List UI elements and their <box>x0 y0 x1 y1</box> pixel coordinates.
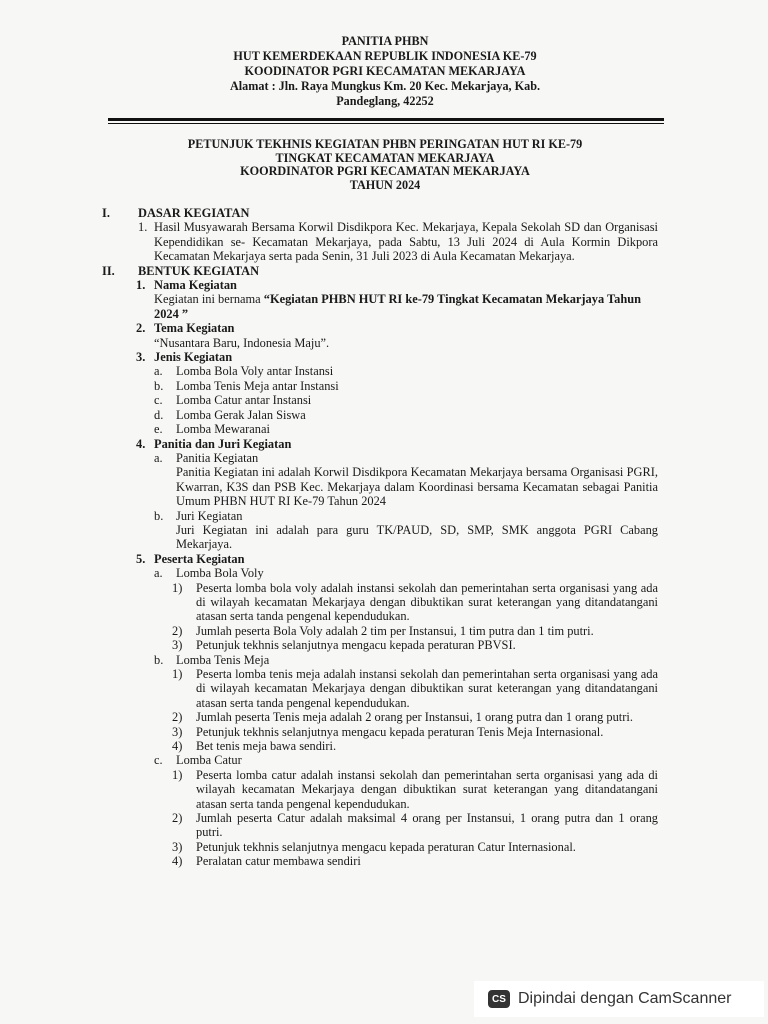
list-item <box>154 509 658 523</box>
item-letter: b. <box>154 652 164 667</box>
list-item <box>172 768 658 811</box>
list-item <box>154 422 658 436</box>
event-name: “Kegiatan PHBN HUT RI ke-79 Tingkat Kecamatan Mekarjaya Tahun 2024 ” <box>154 292 642 321</box>
list-item <box>172 739 658 753</box>
list-item <box>172 811 658 840</box>
item-heading: Lomba Bola Voly <box>176 566 264 581</box>
committee-text: Panitia Kegiatan ini adalah Korwil Disdikpora Kecamatan Mekarjaya bersama Organisasi PGRI, Kwarran, K3S dan PSB Kec. Mekarjaya dalam Koordinasi bersama Kecamatan sebagai Panitia Umum PHBN HUT RI Ke-79 Tahun 2024 <box>176 465 658 509</box>
list-item <box>172 854 658 868</box>
theme-text: “Nusantara Baru, Indonesia Maju”. <box>154 335 330 350</box>
list-item <box>154 408 658 422</box>
section-numeral: II. <box>102 263 115 278</box>
item-number: 1) <box>172 667 183 681</box>
section-heading: BENTUK KEGIATAN <box>138 263 260 278</box>
item-letter: a. <box>154 566 163 581</box>
item-text: Jumlah peserta Bola Voly adalah 2 tim per Instansui, 1 tim putra dan 1 tim putri. <box>196 623 594 638</box>
item-heading: Panitia Kegiatan <box>176 450 259 465</box>
camscanner-logo-icon: CS <box>488 990 510 1008</box>
item-text: Petunjuk tekhnis selanjutnya mengacu kepada peraturan Tenis Meja Internasional. <box>196 724 604 739</box>
item-number: 4) <box>172 739 183 754</box>
item-text: Lomba Gerak Jalan Siswa <box>176 407 306 422</box>
title-line-1: PETUNJUK TEKHNIS KEGIATAN PHBN PERINGATAN HUT RI KE-79 <box>187 137 583 151</box>
letterhead-divider <box>108 118 664 124</box>
item-number: 4. <box>136 436 146 451</box>
section-numeral: I. <box>102 206 110 220</box>
item-number: 5. <box>136 551 146 566</box>
item-number: 1. <box>136 278 146 293</box>
subsection-heading <box>136 278 658 292</box>
list-item <box>172 725 658 739</box>
item-letter: e. <box>154 422 163 437</box>
list-item <box>172 581 658 624</box>
letterhead-line-3: KOODINATOR PGRI KECAMATAN MEKARJAYA <box>244 64 526 78</box>
event-name-paragraph <box>154 292 658 321</box>
title-line-2: TINGKAT KECAMATAN MEKARJAYA <box>275 150 495 165</box>
item-letter: c. <box>154 753 163 768</box>
item-text: Peserta lomba bola voly adalah instansi sekolah dan pemerintahan serta organisasi yang ada di wilayah kecamatan Mekarjaya dengan dibuktikan surat keterangan yang ditandatangani atasan serta tanda pengenal kependudukan. <box>196 580 658 624</box>
list-item <box>172 710 658 724</box>
document-title <box>150 138 620 192</box>
subsection-heading <box>136 552 658 566</box>
section-bentuk-kegiatan <box>102 264 658 278</box>
list-item <box>154 451 658 465</box>
letterhead <box>150 34 620 109</box>
list-item <box>138 220 658 263</box>
item-number: 3) <box>172 638 183 653</box>
list-item <box>172 624 658 638</box>
item-number: 2. <box>136 321 146 336</box>
item-number: 1. <box>138 220 148 235</box>
section-heading: DASAR KEGIATAN <box>138 206 250 220</box>
letterhead-line-1: PANITIA PHBN <box>341 34 429 48</box>
item-text: Jumlah peserta Catur adalah maksimal 4 orang per Instansui, 1 orang putra dan 1 orang putri. <box>196 811 658 840</box>
subsection-title: Peserta Kegiatan <box>154 551 245 566</box>
item-letter: a. <box>154 450 163 465</box>
item-number: 1) <box>172 580 183 595</box>
list-item <box>154 753 658 767</box>
list-item <box>154 566 658 580</box>
letterhead-address: Alamat : Jln. Raya Mungkus Km. 20 Kec. Mekarjaya, Kab. <box>229 79 541 93</box>
item-letter: c. <box>154 393 163 408</box>
subsection-title: Panitia dan Juri Kegiatan <box>154 436 292 451</box>
item-text: Peralatan catur membawa sendiri <box>196 854 361 869</box>
item-heading: Juri Kegiatan <box>176 508 243 523</box>
subsection-heading <box>136 321 658 335</box>
item-letter: a. <box>154 364 163 379</box>
item-number: 2) <box>172 710 183 725</box>
item-text: Hasil Musyawarah Bersama Korwil Disdikpora Kec. Mekarjaya, Kepala Sekolah SD dan Organisasi Kependidikan se- Kecamatan Mekarjaya, pada Sabtu, 13 Juli 2024 di Aula Kormin Dikpora Kecamatan Mekarjaya serta pada Senin, 31 Juli 2023 di Aula Kecamatan Mekarjaya. <box>154 220 658 264</box>
item-text: Lomba Mewaranai <box>176 422 270 437</box>
item-text: Lomba Tenis Meja antar Instansi <box>176 378 339 393</box>
subsection-heading <box>136 437 658 451</box>
list-item <box>154 653 658 667</box>
item-number: 3) <box>172 839 183 854</box>
document-body <box>102 206 658 869</box>
event-name-intro: Kegiatan ini bernama <box>154 292 264 307</box>
item-letter: b. <box>154 508 164 523</box>
list-item <box>154 379 658 393</box>
camscanner-watermark <box>474 981 764 1017</box>
subsection-title: Jenis Kegiatan <box>154 350 233 365</box>
item-text: Peserta lomba catur adalah instansi sekolah dan pemerintahan serta organisasi yang ada di wilayah kecamatan Mekarjaya dengan dibuktikan surat keterangan yang ditandatangani atasan serta tanda pengenal kependudukan. <box>196 767 658 811</box>
item-text: Bet tenis meja bawa sendiri. <box>196 739 337 754</box>
list-item <box>154 364 658 378</box>
item-text: Peserta lomba tenis meja adalah instansi sekolah dan pemerintahan serta organisasi yang ada di wilayah kecamatan Mekarjaya dengan dibuktikan surat keterangan yang ditandatangani atasan serta tanda pengenal kependudukan. <box>196 667 658 710</box>
subsection-title: Nama Kegiatan <box>154 278 237 293</box>
item-number: 2) <box>172 623 183 638</box>
title-line-4: TAHUN 2024 <box>349 177 421 192</box>
item-number: 3. <box>136 350 146 365</box>
list-item <box>172 667 658 710</box>
item-heading: Lomba Tenis Meja <box>176 652 270 667</box>
item-letter: b. <box>154 378 164 393</box>
item-text: Lomba Catur antar Instansi <box>176 393 312 408</box>
item-text: Jumlah peserta Tenis meja adalah 2 orang per Instansui, 1 orang putra dan 1 orang putri. <box>196 710 633 725</box>
list-item <box>154 393 658 407</box>
item-number: 1) <box>172 767 183 782</box>
subsection-heading <box>136 350 658 364</box>
item-number: 3) <box>172 724 183 739</box>
item-heading: Lomba Catur <box>176 753 242 768</box>
item-number: 4) <box>172 854 183 869</box>
letterhead-line-2: HUT KEMERDEKAAN REPUBLIK INDONESIA KE-79 <box>233 49 537 63</box>
subsection-title: Tema Kegiatan <box>154 321 235 336</box>
list-item <box>172 840 658 854</box>
section-dasar-kegiatan <box>102 206 658 220</box>
item-text: Petunjuk tekhnis selanjutnya mengacu kepada peraturan PBVSI. <box>196 638 516 653</box>
camscanner-label: Dipindai dengan CamScanner <box>518 990 732 1007</box>
title-line-3: KOORDINATOR PGRI KECAMATAN MEKARJAYA <box>240 164 530 178</box>
jury-text: Juri Kegiatan ini adalah para guru TK/PAUD, SD, SMP, SMK anggota PGRI Cabang Mekarjaya. <box>176 522 658 552</box>
item-text: Lomba Bola Voly antar Instansi <box>176 364 334 379</box>
item-letter: d. <box>154 407 164 422</box>
list-item <box>172 638 658 652</box>
letterhead-city: Pandeglang, 42252 <box>336 94 434 108</box>
item-number: 2) <box>172 811 183 826</box>
item-text: Petunjuk tekhnis selanjutnya mengacu kepada peraturan Catur Internasional. <box>196 839 576 854</box>
